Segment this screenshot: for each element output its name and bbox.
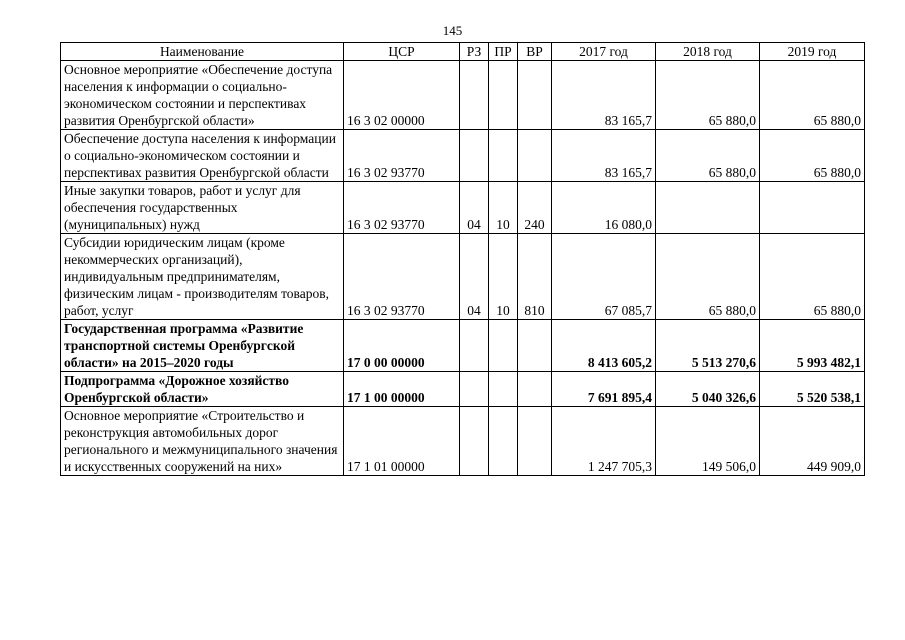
row-rz — [460, 407, 489, 476]
table-row — [61, 320, 865, 372]
row-vr — [518, 372, 552, 407]
table-header-row — [61, 43, 865, 61]
row-2018: 65 880,0 — [656, 130, 760, 182]
table-row — [61, 234, 865, 320]
budget-table — [60, 42, 865, 476]
row-csr: 16 3 02 93770 — [344, 234, 460, 320]
row-csr: 17 1 01 00000 — [344, 407, 460, 476]
row-csr: 16 3 02 93770 — [344, 130, 460, 182]
header-vr: ВР — [518, 43, 552, 61]
row-rz: 04 — [460, 182, 489, 234]
header-name: Наименование — [61, 43, 344, 61]
row-csr: 16 3 02 93770 — [344, 182, 460, 234]
row-2017: 67 085,7 — [552, 234, 656, 320]
table-row — [61, 61, 865, 130]
row-vr: 810 — [518, 234, 552, 320]
row-vr — [518, 320, 552, 372]
header-pr: ПР — [489, 43, 518, 61]
row-pr — [489, 372, 518, 407]
row-csr: 17 1 00 00000 — [344, 372, 460, 407]
row-pr — [489, 61, 518, 130]
row-name: Субсидии юридическим лицам (кроме некоммерческих организаций), индивидуальным предпринимателям, физическим лицам - производителям товаров, работ, услуг — [61, 234, 344, 320]
header-2017: 2017 год — [552, 43, 656, 61]
row-2019: 65 880,0 — [760, 130, 865, 182]
row-2018: 65 880,0 — [656, 234, 760, 320]
row-rz — [460, 372, 489, 407]
row-2018 — [656, 182, 760, 234]
row-2019: 5 993 482,1 — [760, 320, 865, 372]
row-2017: 8 413 605,2 — [552, 320, 656, 372]
row-pr: 10 — [489, 182, 518, 234]
row-name: Основное мероприятие «Строительство и реконструкция автомобильных дорог регионального и межмуниципального значения и искусственных сооружений на них» — [61, 407, 344, 476]
row-name: Подпрограмма «Дорожное хозяйство Оренбургской области» — [61, 372, 344, 407]
header-2018: 2018 год — [656, 43, 760, 61]
row-2017: 1 247 705,3 — [552, 407, 656, 476]
header-2019: 2019 год — [760, 43, 865, 61]
row-vr — [518, 61, 552, 130]
table-row — [61, 130, 865, 182]
table-row — [61, 182, 865, 234]
row-vr: 240 — [518, 182, 552, 234]
row-2018: 5 040 326,6 — [656, 372, 760, 407]
row-2019: 5 520 538,1 — [760, 372, 865, 407]
row-2019: 65 880,0 — [760, 61, 865, 130]
row-vr — [518, 407, 552, 476]
row-2017: 7 691 895,4 — [552, 372, 656, 407]
table-row — [61, 407, 865, 476]
row-rz: 04 — [460, 234, 489, 320]
row-name: Иные закупки товаров, работ и услуг для обеспечения государственных (муниципальных) нужд — [61, 182, 344, 234]
row-vr — [518, 130, 552, 182]
row-name: Основное мероприятие «Обеспечение доступа населения к информации о социально-экономическом состоянии и перспективах развития Оренбургской области» — [61, 61, 344, 130]
row-2018: 65 880,0 — [656, 61, 760, 130]
row-rz — [460, 130, 489, 182]
row-pr — [489, 130, 518, 182]
row-rz — [460, 320, 489, 372]
row-pr: 10 — [489, 234, 518, 320]
page-number: 145 — [442, 23, 463, 38]
row-2019: 65 880,0 — [760, 234, 865, 320]
row-2017: 83 165,7 — [552, 61, 656, 130]
row-2018: 5 513 270,6 — [656, 320, 760, 372]
row-name: Государственная программа «Развитие транспортной системы Оренбургской области» на 2015–2020 годы — [61, 320, 344, 372]
row-2017: 83 165,7 — [552, 130, 656, 182]
row-name: Обеспечение доступа населения к информации о социально-экономическом состоянии и перспективах развития Оренбургской области — [61, 130, 344, 182]
row-2018: 149 506,0 — [656, 407, 760, 476]
header-csr: ЦСР — [344, 43, 460, 61]
header-rz: РЗ — [460, 43, 489, 61]
row-pr — [489, 320, 518, 372]
row-2019 — [760, 182, 865, 234]
table-row — [61, 372, 865, 407]
row-pr — [489, 407, 518, 476]
row-csr: 16 3 02 00000 — [344, 61, 460, 130]
row-csr: 17 0 00 00000 — [344, 320, 460, 372]
row-2019: 449 909,0 — [760, 407, 865, 476]
row-rz — [460, 61, 489, 130]
row-2017: 16 080,0 — [552, 182, 656, 234]
